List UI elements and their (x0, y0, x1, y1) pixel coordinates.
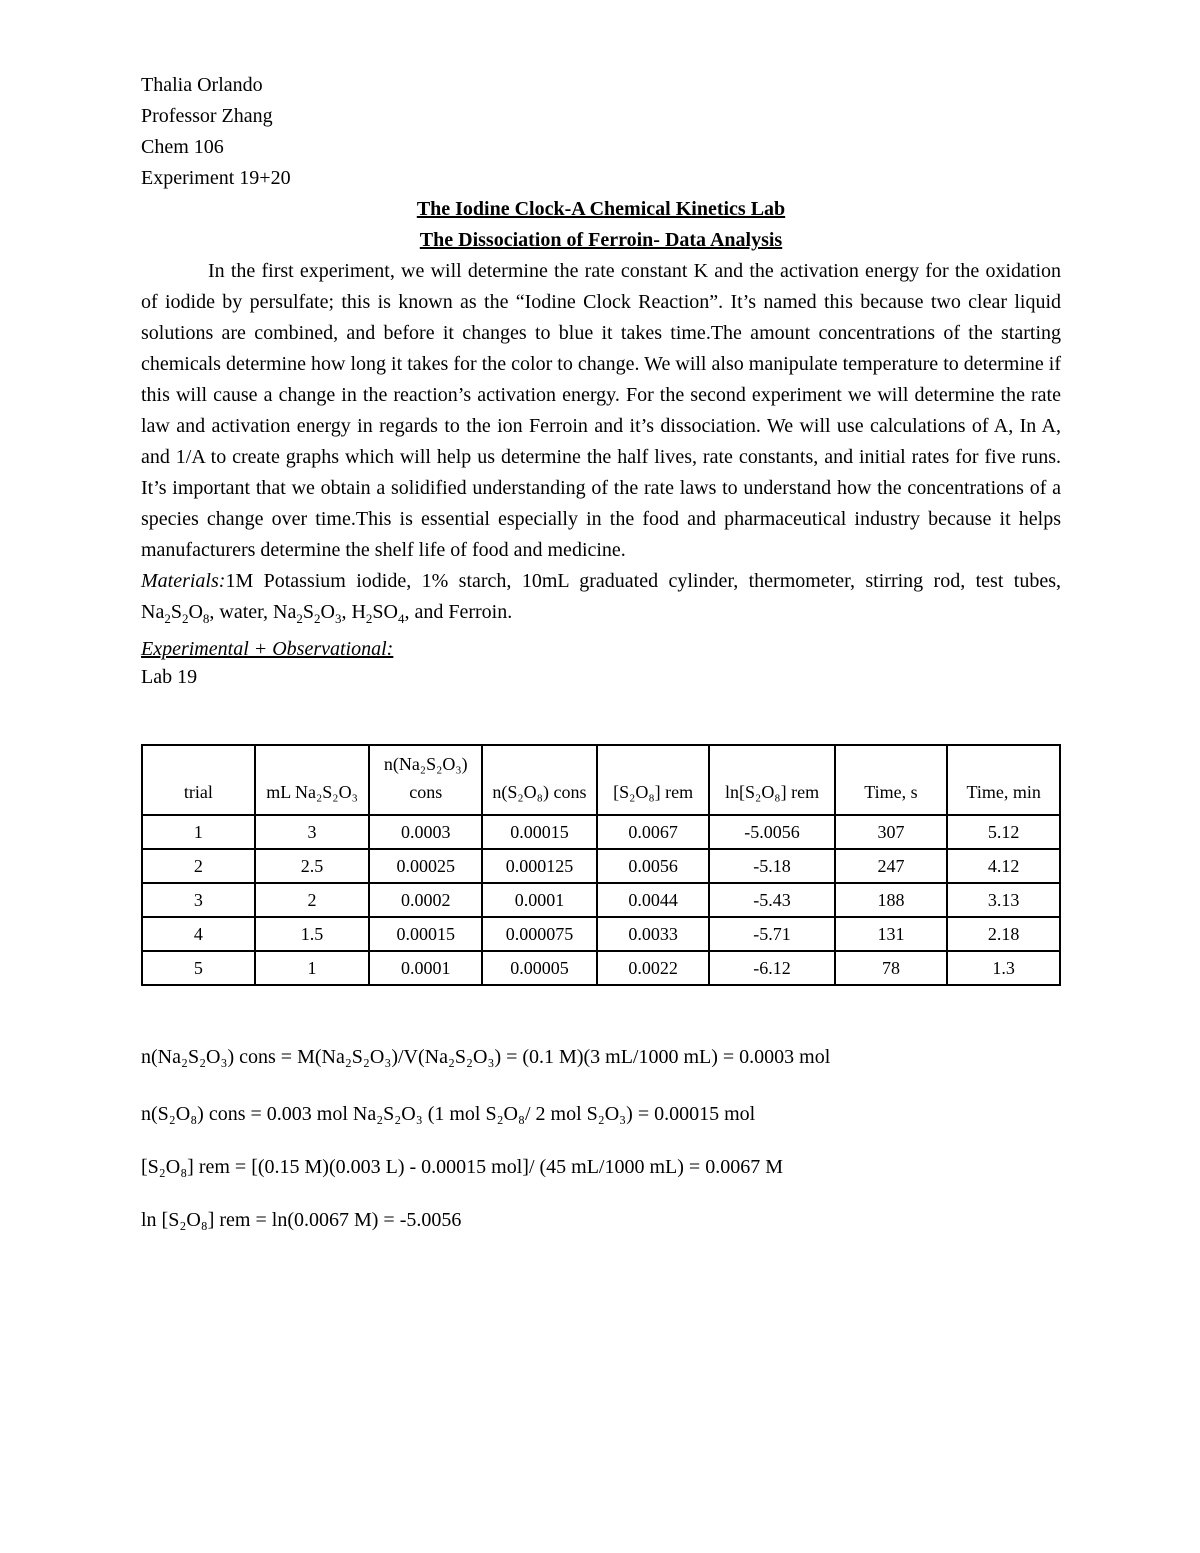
table-cell: 5 (142, 951, 255, 985)
table-cell: 0.0056 (597, 849, 710, 883)
student-name: Thalia Orlando (141, 74, 263, 96)
materials-paragraph (141, 566, 1061, 634)
table-cell: 2 (255, 883, 370, 917)
table-cell: 188 (835, 883, 948, 917)
table-cell: 2 (142, 849, 255, 883)
table-cell: 0.00015 (482, 815, 597, 849)
col-header: Time, min (947, 745, 1060, 815)
table-cell: 2.5 (255, 849, 370, 883)
intro-paragraph: In the first experiment, we will determine the rate constant K and the activation energy for the oxidation of iodide by persulfate; this is known as the “Iodine Clock Reaction”. It’s named this because two clear liquid solutions are combined, and before it changes to blue it takes time.The amount concentrations of the starting chemicals determine how long it takes for the color to change. We will also manipulate temperature to determine if this will cause a change in the reaction’s activation energy. For the second experiment we will determine the rate law and activation energy in regards to the ion Ferroin and it’s dissociation. We will use calculations of A, In A, and 1/A to create graphs which will help us determine the half lives, rate constants, and initial rates for five runs. It’s important that we obtain a solidified understanding of the rate laws to understand how the concentrations of a species change over time.This is essential especially in the food and pharmaceutical industry because it helps manufacturers determine the shelf life of food and medicine. (141, 260, 1061, 561)
experimental-heading: Experimental + Observational: (141, 638, 394, 660)
table-cell: 3.13 (947, 883, 1060, 917)
chem-h2so4: $H_2SO_4$ (351, 601, 405, 626)
calc-line-2: n(S₂O₈) cons = 0.003 mol Na₂S₂O₃ (1 mol S₂O₈/ 2 mol S₂O₃) = 0.00015 mol (141, 1103, 756, 1125)
table-cell: 0.00025 (369, 849, 482, 883)
materials-text-b: , and Ferroin. (404, 601, 513, 623)
table-cell: 78 (835, 951, 948, 985)
table-cell: 0.0003 (369, 815, 482, 849)
course-name: Chem 106 (141, 136, 224, 158)
table-cell: 1 (255, 951, 370, 985)
table-cell: 0.00005 (482, 951, 597, 985)
chem-na2s2o8: $Na_2S_2O_8$ (141, 601, 210, 626)
chem-na2s2o3: $Na_2S_2O_3$ (273, 601, 342, 626)
document-page (141, 70, 1061, 689)
table-row (142, 883, 1060, 917)
col-header: mL Na₂S₂O₃ (255, 745, 370, 815)
table-cell: 0.000075 (482, 917, 597, 951)
col-header: Time, s (835, 745, 948, 815)
table-cell: -6.12 (709, 951, 834, 985)
calc-line-1: n(Na₂S₂O₃) cons = M(Na₂S₂O₃)/V(Na₂S₂O₃) = (0.1 M)(3 mL/1000 mL) = 0.0003 mol (141, 1046, 831, 1068)
table-cell: 0.0022 (597, 951, 710, 985)
table-cell: 1 (142, 815, 255, 849)
table-cell: 4.12 (947, 849, 1060, 883)
lab-label: Lab 19 (141, 666, 198, 688)
table-row (142, 917, 1060, 951)
materials-text-a: 1M Potassium iodide, 1% starch, 10mL graduated cylinder, thermometer, stirring rod, test tubes, (225, 570, 1061, 592)
table-cell: 2.18 (947, 917, 1060, 951)
professor-name: Professor Zhang (141, 105, 273, 127)
table-cell: 0.00015 (369, 917, 482, 951)
col-header: trial (142, 745, 255, 815)
table-cell: 5.12 (947, 815, 1060, 849)
document-subtitle: The Dissociation of Ferroin- Data Analysis (419, 229, 783, 251)
col-header: n(Na₂S₂O₃) cons (369, 745, 482, 815)
table-cell: 0.0067 (597, 815, 710, 849)
materials-separator: , water, (209, 601, 274, 623)
materials-separator: , (341, 601, 352, 623)
document-title: The Iodine Clock-A Chemical Kinetics Lab (416, 198, 786, 220)
table-cell: 0.0002 (369, 883, 482, 917)
table-cell: 1.3 (947, 951, 1060, 985)
col-header: n(S₂O₈) cons (482, 745, 597, 815)
table-cell: 3 (142, 883, 255, 917)
table-cell: -5.71 (709, 917, 834, 951)
table-cell: 0.000125 (482, 849, 597, 883)
table-cell: 1.5 (255, 917, 370, 951)
table-row (142, 951, 1060, 985)
table-cell: 131 (835, 917, 948, 951)
table-cell: 307 (835, 815, 948, 849)
table-cell: 0.0001 (369, 951, 482, 985)
table-cell: 0.0001 (482, 883, 597, 917)
table-header-row (142, 745, 1060, 815)
materials-label: Materials: (141, 570, 226, 592)
calc-line-3: [S₂O₈] rem = [(0.15 M)(0.003 L) - 0.00015 mol]/ (45 mL/1000 mL) = 0.0067 M (141, 1156, 783, 1178)
table-cell: -5.43 (709, 883, 834, 917)
table-cell: 0.0033 (597, 917, 710, 951)
table-cell: 0.0044 (597, 883, 710, 917)
calc-line-4: ln [S₂O₈] rem = ln(0.0067 M) = -5.0056 (141, 1209, 462, 1231)
table-cell: 247 (835, 849, 948, 883)
table-cell: 4 (142, 917, 255, 951)
table-cell: -5.0056 (709, 815, 834, 849)
table-row (142, 815, 1060, 849)
data-table (141, 744, 1061, 986)
col-header: ln[S₂O₈] rem (709, 745, 834, 815)
col-header: [S₂O₈] rem (597, 745, 710, 815)
experiment-label: Experiment 19+20 (141, 167, 291, 189)
table-row (142, 849, 1060, 883)
table-cell: 3 (255, 815, 370, 849)
table-cell: -5.18 (709, 849, 834, 883)
